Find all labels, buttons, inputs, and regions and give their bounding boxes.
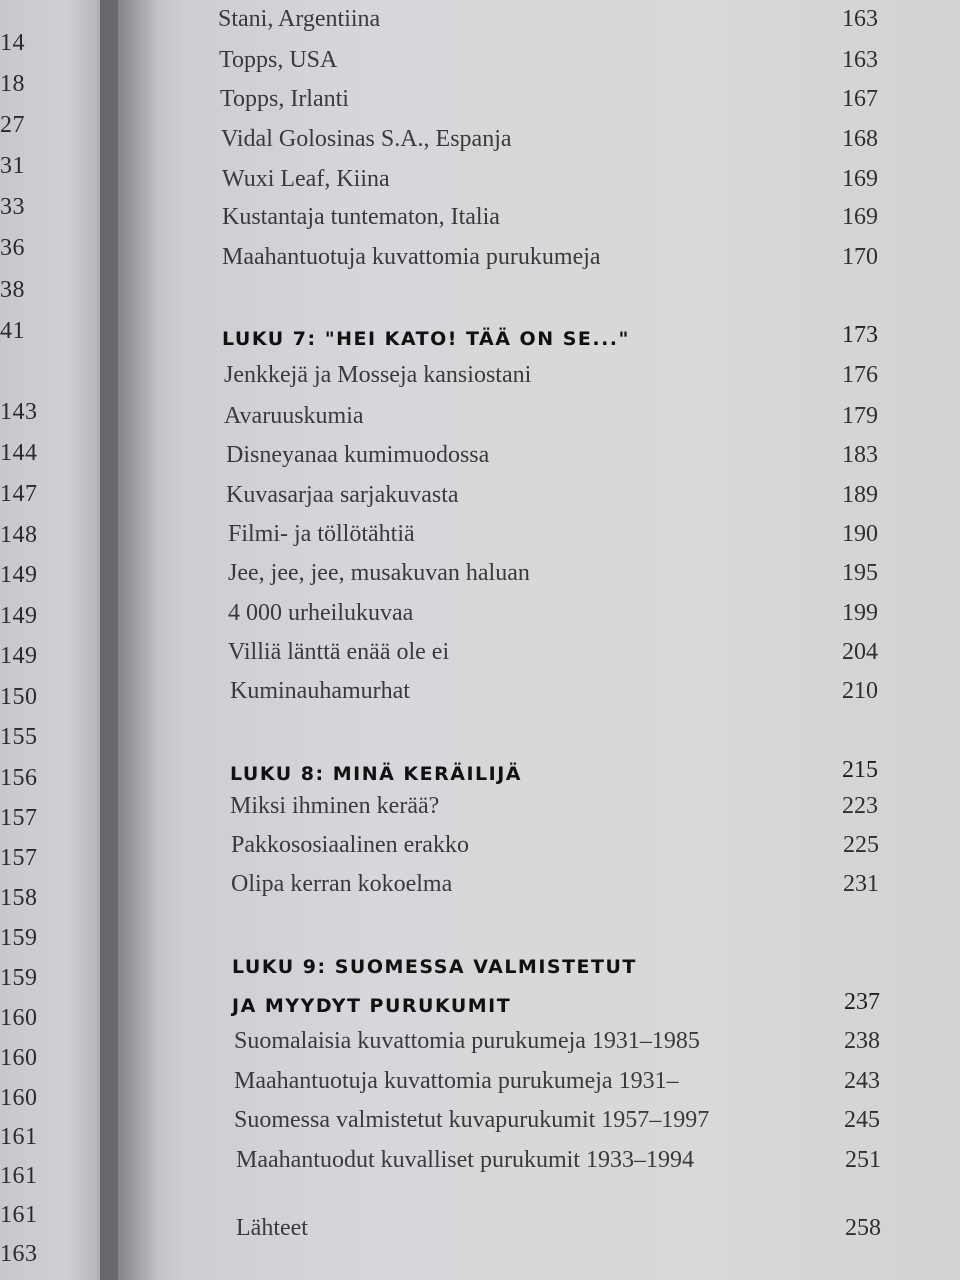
left-page-number: 33: [0, 194, 25, 220]
toc-entry: [234, 1107, 880, 1141]
left-page-number: 27: [0, 112, 25, 138]
toc-entry-title: Maahantuotuja kuvattomia purukumeja: [222, 244, 601, 270]
toc-entry: [222, 244, 878, 278]
toc-entry-title: Kuvasarjaa sarjakuvasta: [226, 482, 459, 508]
toc-entry-page-number: 223: [842, 793, 878, 819]
toc-entry-page-number: 173: [842, 322, 878, 348]
toc-entry-page-number: 195: [842, 560, 878, 586]
left-page-number: 161: [0, 1202, 38, 1228]
toc-entry-page-number: 210: [842, 678, 878, 704]
toc-entry-page-number: 170: [842, 244, 878, 270]
toc-entry-page-number: 215: [842, 757, 878, 783]
toc-entry-page-number: 168: [842, 126, 878, 152]
toc-entry-page-number: 169: [842, 204, 878, 230]
toc-entry-title: Suomessa valmistetut kuvapurukumit 1957–1997: [234, 1107, 710, 1133]
toc-entry: [228, 600, 878, 634]
left-page-number: 149: [0, 603, 38, 629]
toc-entry-title: Maahantuotuja kuvattomia purukumeja 1931–: [234, 1068, 679, 1094]
left-page-number: 157: [0, 845, 38, 871]
toc-entry-title: Maahantuodut kuvalliset purukumit 1933–1994: [236, 1147, 694, 1173]
toc-entry-page-number: 183: [842, 442, 878, 468]
toc-entry-page-number: 167: [842, 86, 878, 112]
left-page-number: 160: [0, 1085, 38, 1111]
left-page-number: 31: [0, 153, 25, 179]
toc-entry: [236, 1147, 881, 1181]
left-page-number: 160: [0, 1005, 38, 1031]
left-page-number: 38: [0, 277, 25, 303]
left-page-number: 36: [0, 235, 25, 261]
toc-entry-page-number: 225: [843, 832, 879, 858]
toc-entry-title: Kustantaja tuntematon, Italia: [222, 204, 500, 230]
left-page-number: 149: [0, 643, 38, 669]
book-gutter-shadow: [100, 0, 160, 1280]
toc-entry-page-number: 251: [845, 1147, 881, 1173]
toc-entry-title: 4 000 urheilukuvaa: [228, 600, 414, 626]
left-page-number: 147: [0, 481, 38, 507]
toc-entry-title: Disneyanaa kumimuodossa: [226, 442, 490, 468]
toc-chapter-heading: [232, 950, 879, 984]
toc-entry-page-number: 199: [842, 600, 878, 626]
toc-chapter-heading: [230, 757, 878, 791]
toc-entry-page-number: 189: [842, 482, 878, 508]
toc-entry-page-number: 169: [842, 166, 878, 192]
right-page: [118, 0, 960, 1280]
left-page-number: 149: [0, 562, 38, 588]
toc-entry-title: LUKU 9: SUOMESSA VALMISTETUT: [232, 956, 637, 978]
toc-entry: [231, 832, 879, 866]
toc-entry: [219, 47, 878, 81]
toc-entry: [218, 6, 878, 40]
toc-entry-page-number: 163: [842, 47, 878, 73]
toc-entry: [224, 362, 878, 396]
toc-entry-page-number: 190: [842, 521, 878, 547]
toc-entry-title: JA MYYDYT PURUKUMIT: [232, 995, 512, 1017]
toc-entry-title: Filmi- ja töllötähtiä: [228, 521, 415, 547]
left-page-number: 160: [0, 1045, 38, 1071]
toc-entry-title: Villiä länttä enää ole ei: [228, 639, 450, 665]
left-page-number: 150: [0, 684, 38, 710]
toc-entry-title: Suomalaisia kuvattomia purukumeja 1931–1985: [234, 1028, 700, 1054]
left-page-number: 161: [0, 1163, 38, 1189]
toc-entry: [222, 204, 878, 238]
left-page-number: 41: [0, 318, 25, 344]
toc-chapter-heading: [232, 989, 880, 1023]
toc-entry-title: Vidal Golosinas S.A., Espanja: [221, 126, 512, 152]
toc-entry-page-number: 258: [845, 1215, 881, 1241]
toc-entry: [234, 1028, 880, 1062]
toc-entry-title: Avaruuskumia: [224, 403, 364, 429]
toc-entry-page-number: 204: [842, 639, 878, 665]
left-page-number: 159: [0, 925, 38, 951]
toc-entry: [236, 1215, 881, 1249]
toc-entry: [230, 793, 878, 827]
left-page-number: 155: [0, 724, 38, 750]
toc-entry: [224, 403, 878, 437]
toc-entry-page-number: 163: [842, 6, 878, 32]
left-page-number: 156: [0, 765, 38, 791]
left-page-number: 161: [0, 1124, 38, 1150]
toc-entry-title: Jenkkejä ja Mosseja kansiostani: [224, 362, 532, 388]
toc-entry-title: LUKU 8: MINÄ KERÄILIJÄ: [230, 763, 522, 785]
toc-entry: [231, 871, 879, 905]
toc-entry: [221, 126, 878, 160]
toc-entry-page-number: 179: [842, 403, 878, 429]
toc-entry: [220, 86, 878, 120]
toc-entry-title: Topps, USA: [219, 47, 338, 73]
toc-entry: [234, 1068, 880, 1102]
toc-entry-page-number: 245: [844, 1107, 880, 1133]
toc-chapter-heading: [222, 322, 878, 356]
toc-entry-title: Miksi ihminen kerää?: [230, 793, 440, 819]
toc-entry: [222, 166, 878, 200]
toc-entry-title: Kuminauhamurhat: [230, 678, 410, 704]
toc-entry-title: Pakkososiaalinen erakko: [231, 832, 469, 858]
left-page-number: 144: [0, 440, 38, 466]
toc-entry-title: Jee, jee, jee, musakuvan haluan: [228, 560, 530, 586]
left-page-number: 14: [0, 30, 25, 56]
left-page-number: 148: [0, 522, 38, 548]
toc-entry-page-number: 238: [844, 1028, 880, 1054]
left-page-number: 159: [0, 965, 38, 991]
toc-entry-title: Topps, Irlanti: [220, 86, 349, 112]
toc-entry: [228, 521, 878, 555]
toc-entry-title: Wuxi Leaf, Kiina: [222, 166, 390, 192]
left-page-number: 157: [0, 805, 38, 831]
toc-entry: [228, 560, 878, 594]
toc-entry-page-number: 231: [843, 871, 879, 897]
toc-entry-page-number: 243: [844, 1068, 880, 1094]
toc-entry: [230, 678, 878, 712]
left-page-number: 18: [0, 71, 25, 97]
left-page-number: 143: [0, 399, 38, 425]
toc-entry-page-number: 176: [842, 362, 878, 388]
toc-entry-title: Stani, Argentiina: [218, 6, 381, 32]
left-page-number: 163: [0, 1241, 38, 1267]
toc-entry-title: Olipa kerran kokoelma: [231, 871, 453, 897]
left-page-number: 158: [0, 885, 38, 911]
toc-entry-title: LUKU 7: "HEI KATO! TÄÄ ON SE...": [222, 328, 630, 350]
toc-entry-page-number: 237: [844, 989, 880, 1015]
toc-entry: [226, 442, 878, 476]
toc-entry: [228, 639, 878, 673]
toc-entry: [226, 482, 878, 516]
toc-entry-title: Lähteet: [236, 1215, 308, 1241]
